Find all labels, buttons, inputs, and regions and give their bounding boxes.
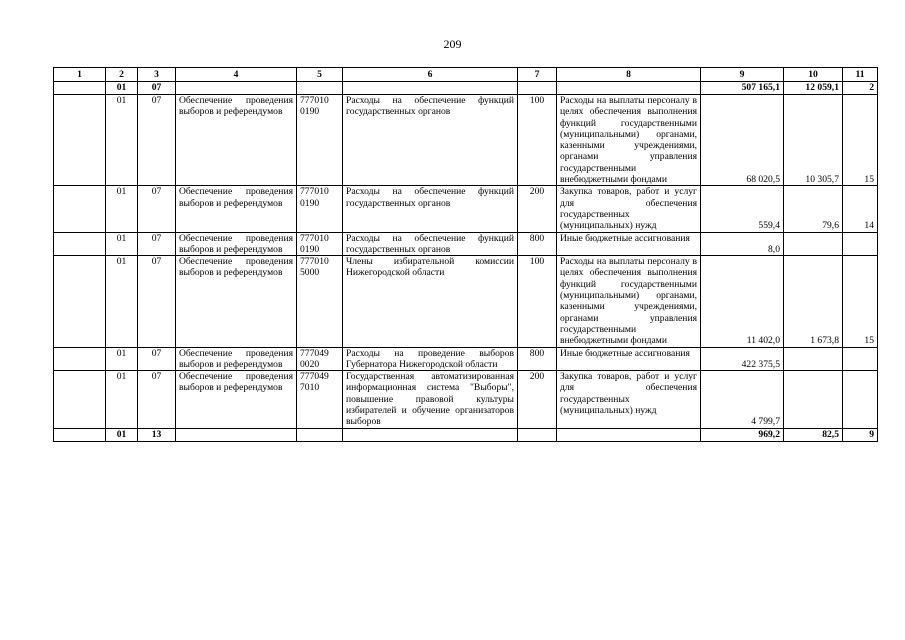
article-name: Расходы на обеспечение функций государственных органов: [343, 95, 518, 186]
subsection-code: 07: [138, 347, 176, 371]
amount-cell: 12 059,1: [784, 82, 843, 95]
section-code: 01: [106, 428, 138, 441]
article-name: Расходы на проведение выборов Губернатора Нижегородской области: [343, 347, 518, 371]
target-article-code: [297, 82, 343, 95]
column-header: 5: [297, 68, 343, 82]
article-name: Расходы на обеспечение функций государственных органов: [343, 232, 518, 256]
table-row: [54, 186, 878, 232]
section-code: 01: [106, 95, 138, 186]
amount-cell: 4 799,7: [701, 371, 784, 428]
article-name: [343, 82, 518, 95]
amount-cell: 969,2: [701, 428, 784, 441]
expense-type-name: Иные бюджетные ассигнования: [557, 232, 701, 256]
section-code: 01: [106, 347, 138, 371]
amount-cell: 10 305,7: [784, 95, 843, 186]
expense-type-code: 800: [518, 347, 557, 371]
amount-cell: 79,6: [784, 186, 843, 232]
column-header: 10: [784, 68, 843, 82]
expense-type-name: [557, 82, 701, 95]
target-article-code: 777049 0020: [297, 347, 343, 371]
subsection-code: 07: [138, 95, 176, 186]
section-code: 01: [106, 82, 138, 95]
subsection-code: 07: [138, 82, 176, 95]
subsection-code: 07: [138, 186, 176, 232]
expense-type-name: [557, 428, 701, 441]
cell-col1: [54, 186, 106, 232]
subsection-code: 07: [138, 232, 176, 256]
table-row: [54, 256, 878, 347]
expense-type-code: 800: [518, 232, 557, 256]
purpose-text: Обеспечение проведения выборов и референдумов: [176, 347, 297, 371]
subtotal-row: [54, 82, 878, 95]
expense-type-code: [518, 428, 557, 441]
table-row: [54, 232, 878, 256]
amount-cell: 68 020,5: [701, 95, 784, 186]
column-header: 2: [106, 68, 138, 82]
amount-cell: 8,0: [701, 232, 784, 256]
table-row: [54, 347, 878, 371]
cell-col1: [54, 232, 106, 256]
percent-cell: 2: [843, 82, 878, 95]
percent-cell: 9: [843, 428, 878, 441]
expense-type-code: 200: [518, 371, 557, 428]
percent-cell: [843, 232, 878, 256]
cell-col1: [54, 256, 106, 347]
budget-table: [53, 67, 878, 442]
column-header: 11: [843, 68, 878, 82]
cell-col1: [54, 371, 106, 428]
subsection-code: 13: [138, 428, 176, 441]
column-header: 6: [343, 68, 518, 82]
section-code: 01: [106, 371, 138, 428]
amount-cell: 422 375,5: [701, 347, 784, 371]
article-name: Расходы на обеспечение функций государственных органов: [343, 186, 518, 232]
column-header: 4: [176, 68, 297, 82]
expense-type-code: [518, 82, 557, 95]
header-row: [54, 68, 878, 82]
column-header: 3: [138, 68, 176, 82]
column-header: 7: [518, 68, 557, 82]
percent-cell: 15: [843, 95, 878, 186]
purpose-text: Обеспечение проведения выборов и референдумов: [176, 95, 297, 186]
amount-cell: [784, 371, 843, 428]
cell-col1: [54, 82, 106, 95]
column-header: 9: [701, 68, 784, 82]
section-code: 01: [106, 232, 138, 256]
purpose-text: Обеспечение проведения выборов и референдумов: [176, 186, 297, 232]
expense-type-name: Расходы на выплаты персоналу в целях обеспечения выполнения функций государственными (муниципальными) органами, казенными учреждениями, органами управления государственными внебюджетными фондами: [557, 256, 701, 347]
purpose-text: Обеспечение проведения выборов и референдумов: [176, 371, 297, 428]
section-code: 01: [106, 186, 138, 232]
purpose-text: Обеспечение проведения выборов и референдумов: [176, 256, 297, 347]
amount-cell: 11 402,0: [701, 256, 784, 347]
expense-type-code: 100: [518, 95, 557, 186]
percent-cell: 14: [843, 186, 878, 232]
expense-type-name: Закупка товаров, работ и услуг для обеспечения государственных (муниципальных) нужд: [557, 186, 701, 232]
amount-cell: [784, 347, 843, 371]
target-article-code: 777010 0190: [297, 186, 343, 232]
article-name: [343, 428, 518, 441]
expense-type-code: 200: [518, 186, 557, 232]
target-article-code: 777049 7010: [297, 371, 343, 428]
page-number: 209: [443, 37, 462, 51]
table-row: [54, 95, 878, 186]
amount-cell: 507 165,1: [701, 82, 784, 95]
subsection-code: 07: [138, 371, 176, 428]
section-code: 01: [106, 256, 138, 347]
table-row: [54, 371, 878, 428]
expense-type-code: 100: [518, 256, 557, 347]
percent-cell: 15: [843, 256, 878, 347]
percent-cell: [843, 371, 878, 428]
expense-type-name: Расходы на выплаты персоналу в целях обеспечения выполнения функций государственными (муниципальными) органами, казенными учреждениями, органами управления государственными внебюджетными фондами: [557, 95, 701, 186]
purpose-text: [176, 428, 297, 441]
target-article-code: 777010 5000: [297, 256, 343, 347]
percent-cell: [843, 347, 878, 371]
article-name: Члены избирательной комиссии Нижегородской области: [343, 256, 518, 347]
purpose-text: Обеспечение проведения выборов и референдумов: [176, 232, 297, 256]
article-name: Государственная автоматизированная информационная система "Выборы", повышение правовой культуры избирателей и обучение организаторов выборов: [343, 371, 518, 428]
expense-type-name: Закупка товаров, работ и услуг для обеспечения государственных (муниципальных) нужд: [557, 371, 701, 428]
amount-cell: [784, 232, 843, 256]
column-header: 8: [557, 68, 701, 82]
amount-cell: 82,5: [784, 428, 843, 441]
amount-cell: 559,4: [701, 186, 784, 232]
cell-col1: [54, 428, 106, 441]
subsection-code: 07: [138, 256, 176, 347]
target-article-code: [297, 428, 343, 441]
target-article-code: 777010 0190: [297, 232, 343, 256]
target-article-code: 777010 0190: [297, 95, 343, 186]
column-header: 1: [54, 68, 106, 82]
subtotal-row: [54, 428, 878, 441]
amount-cell: 1 673,8: [784, 256, 843, 347]
cell-col1: [54, 347, 106, 371]
purpose-text: [176, 82, 297, 95]
cell-col1: [54, 95, 106, 186]
expense-type-name: Иные бюджетные ассигнования: [557, 347, 701, 371]
